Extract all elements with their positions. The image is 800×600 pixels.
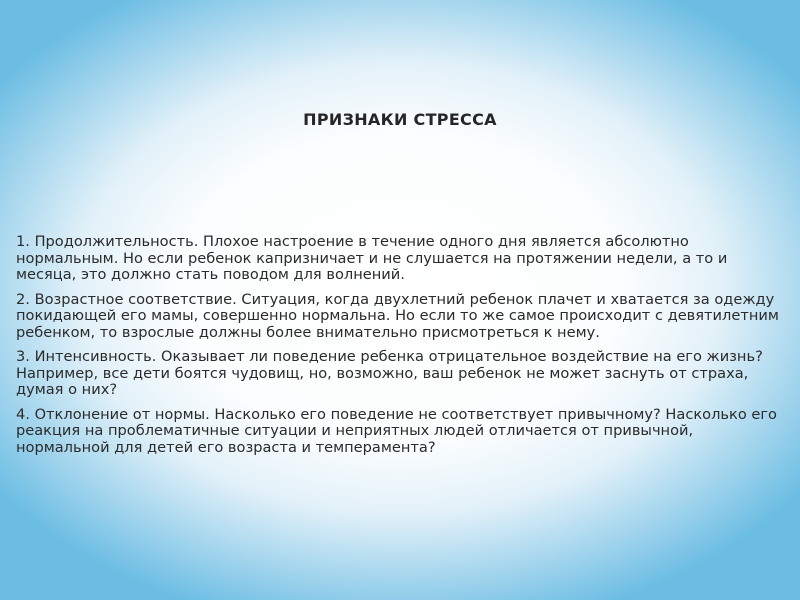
- paragraph-deviation-from-norm: 4. Отклонение от нормы. Насколько его поведение не соответствует привычному? Насколько его реакция на проблематичные ситуации и неприятных людей отличается от привычной, нормальной для детей его возраста и темперамента?: [16, 405, 777, 456]
- paragraph-duration: 1. Продолжительность. Плохое настроение в течение одного дня является абсолютно нормальным. Но если ребенок капризничает и не слушается на протяжении недели, а то и месяца, это должно стать поводом для волнений.: [16, 233, 728, 283]
- slide-body: [16, 234, 786, 464]
- paragraph-age-appropriateness: 2. Возрастное соответствие. Ситуация, когда двухлетний ребенок плачет и хватается за одежду покидающей его мамы, совершенно нормальна. Но если то же самое происходит с девятилетним ребенком, то взрослые должны более внимательно присмотреться к нему.: [16, 290, 779, 341]
- paragraph-intensity: 3. Интенсивность. Оказывает ли поведение ребенка отрицательное воздействие на его жизнь? Например, все дети боятся чудовищ, но, возможно, ваш ребенок не может заснуть от страха, думая о них?: [16, 348, 763, 398]
- slide-title: ПРИЗНАКИ СТРЕССА: [303, 110, 497, 129]
